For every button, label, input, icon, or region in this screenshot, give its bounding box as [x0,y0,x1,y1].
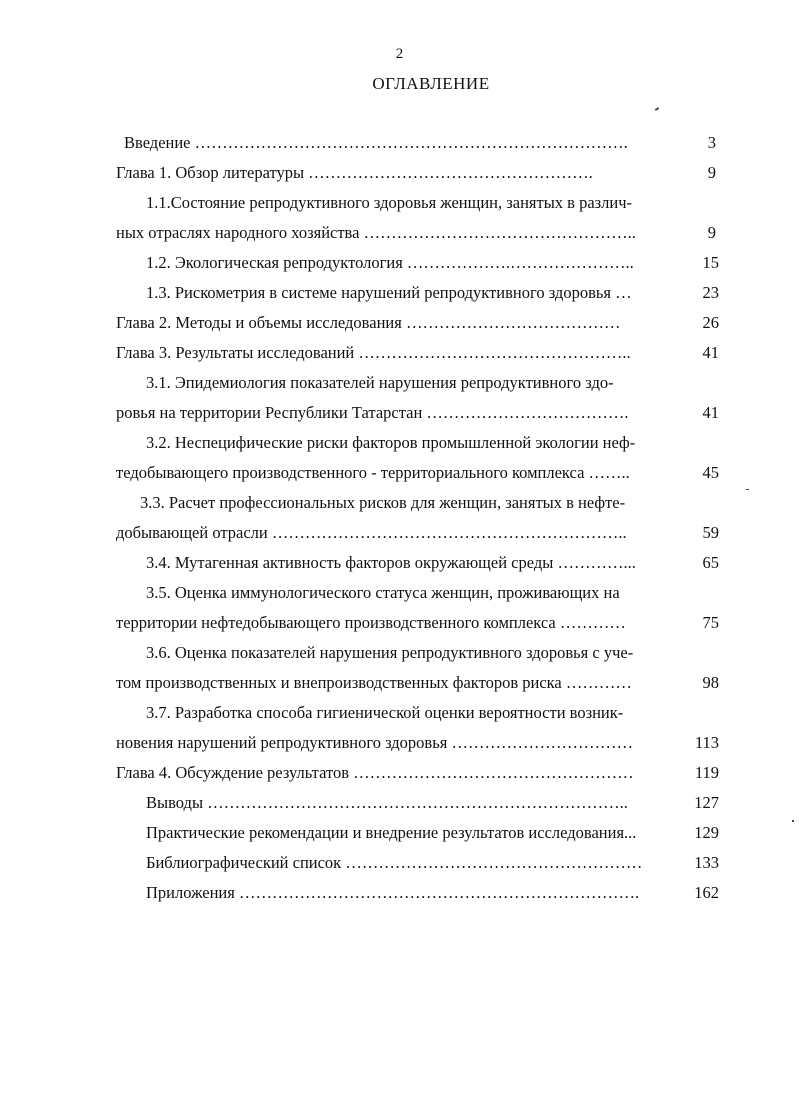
toc-entry-1-3[interactable]: 1.3. Рискометрия в системе нарушений репродуктивного здоровья … [146,283,632,302]
toc-entry-intro[interactable]: Введение ……………………………………………………………………. [124,133,628,152]
toc-entry-chapter-2[interactable]: Глава 2. Методы и объемы исследования ………………………………… [116,313,621,332]
toc-page-number: 23 [702,283,719,302]
toc-page-number: 3 [707,133,716,152]
scan-speck [655,107,659,111]
toc-entry-3-2-continued[interactable]: тедобывающего производственного - территориального комплекса …….. [116,463,630,482]
toc-page-number: 9 [707,163,716,182]
toc-entry-3-3-continued[interactable]: добывающей отрасли ……………………………………………………….. [116,523,627,542]
toc-entry-1-1[interactable]: 1.1.Состояние репродуктивного здоровья женщин, занятых в различ- [146,193,633,212]
page-title: ОГЛАВЛЕНИЕ [372,74,490,93]
toc-entry-chapter-1[interactable]: Глава 1. Обзор литературы ……………………………………………. [116,163,593,182]
toc-entry-3-2[interactable]: 3.2. Неспецифические риски факторов промышленной экологии неф- [146,433,636,452]
toc-entry-3-1-continued[interactable]: ровья на территории Республики Татарстан ………………………………. [116,403,629,422]
toc-page-number: 127 [694,793,719,812]
toc-entry-3-6[interactable]: 3.6. Оценка показателей нарушения репродуктивного здоровья с уче- [146,643,634,662]
toc-page-number: 41 [702,343,719,362]
toc-page-number: 119 [694,763,719,782]
toc-entry-3-5-continued[interactable]: территории нефтедобывающего производственного комплекса ………… [116,613,626,632]
toc-entry-conclusions[interactable]: Выводы ………………………………………………………………….. [146,793,628,812]
toc-page-number: 26 [702,313,719,332]
toc-page-number: 9 [707,223,716,242]
toc-entry-bibliography[interactable]: Библиографический список ……………………………………………… [146,853,643,872]
toc-page-number: 15 [702,253,719,272]
toc-entry-appendices[interactable]: Приложения ………………………………………………………………. [146,883,640,902]
toc-entry-3-7[interactable]: 3.7. Разработка способа гигиенической оценки вероятности возник- [146,703,624,722]
toc-page-number: 98 [702,673,719,692]
toc-page-number: 162 [694,883,719,902]
toc-entry-3-3[interactable]: 3.3. Расчет профессиональных рисков для женщин, занятых в нефте- [140,493,626,512]
toc-entry-1-2[interactable]: 1.2. Экологическая репродуктология ……………….………………….. [146,253,634,272]
toc-page-number: 133 [694,853,719,872]
toc-page-number: 129 [694,823,719,842]
toc-entry-3-6-continued[interactable]: том производственных и внепроизводственных факторов риска ………… [116,673,632,692]
toc-entry-3-7-continued[interactable]: новения нарушений репродуктивного здоровья …………………………… [116,733,633,752]
toc-page-number: 113 [694,733,719,752]
toc-entry-3-4[interactable]: 3.4. Мутагенная активность факторов окружающей среды …………... [146,553,636,572]
toc-page-number: 75 [702,613,719,632]
toc-page-number: 65 [702,553,719,572]
toc-entry-1-1-continued[interactable]: ных отраслях народного хозяйства ………………………………………….. [116,223,636,242]
toc-entry-recommendations[interactable]: Практические рекомендации и внедрение результатов исследования... [146,823,637,842]
toc-page-number: 45 [702,463,719,482]
toc-entry-chapter-4[interactable]: Глава 4. Обсуждение результатов …………………………………………… [116,763,634,782]
scan-speck [746,489,749,490]
page-number: 2 [395,46,404,62]
toc-page-number: 59 [702,523,719,542]
toc-entry-3-1[interactable]: 3.1. Эпидемиология показателей нарушения репродуктивного здо- [146,373,614,392]
toc-entry-3-5[interactable]: 3.5. Оценка иммунологического статуса женщин, проживающих на [146,583,620,602]
toc-page-number: 41 [702,403,719,422]
toc-entry-chapter-3[interactable]: Глава 3. Результаты исследований ………………………………………….. [116,343,631,362]
scan-speck [792,820,794,822]
